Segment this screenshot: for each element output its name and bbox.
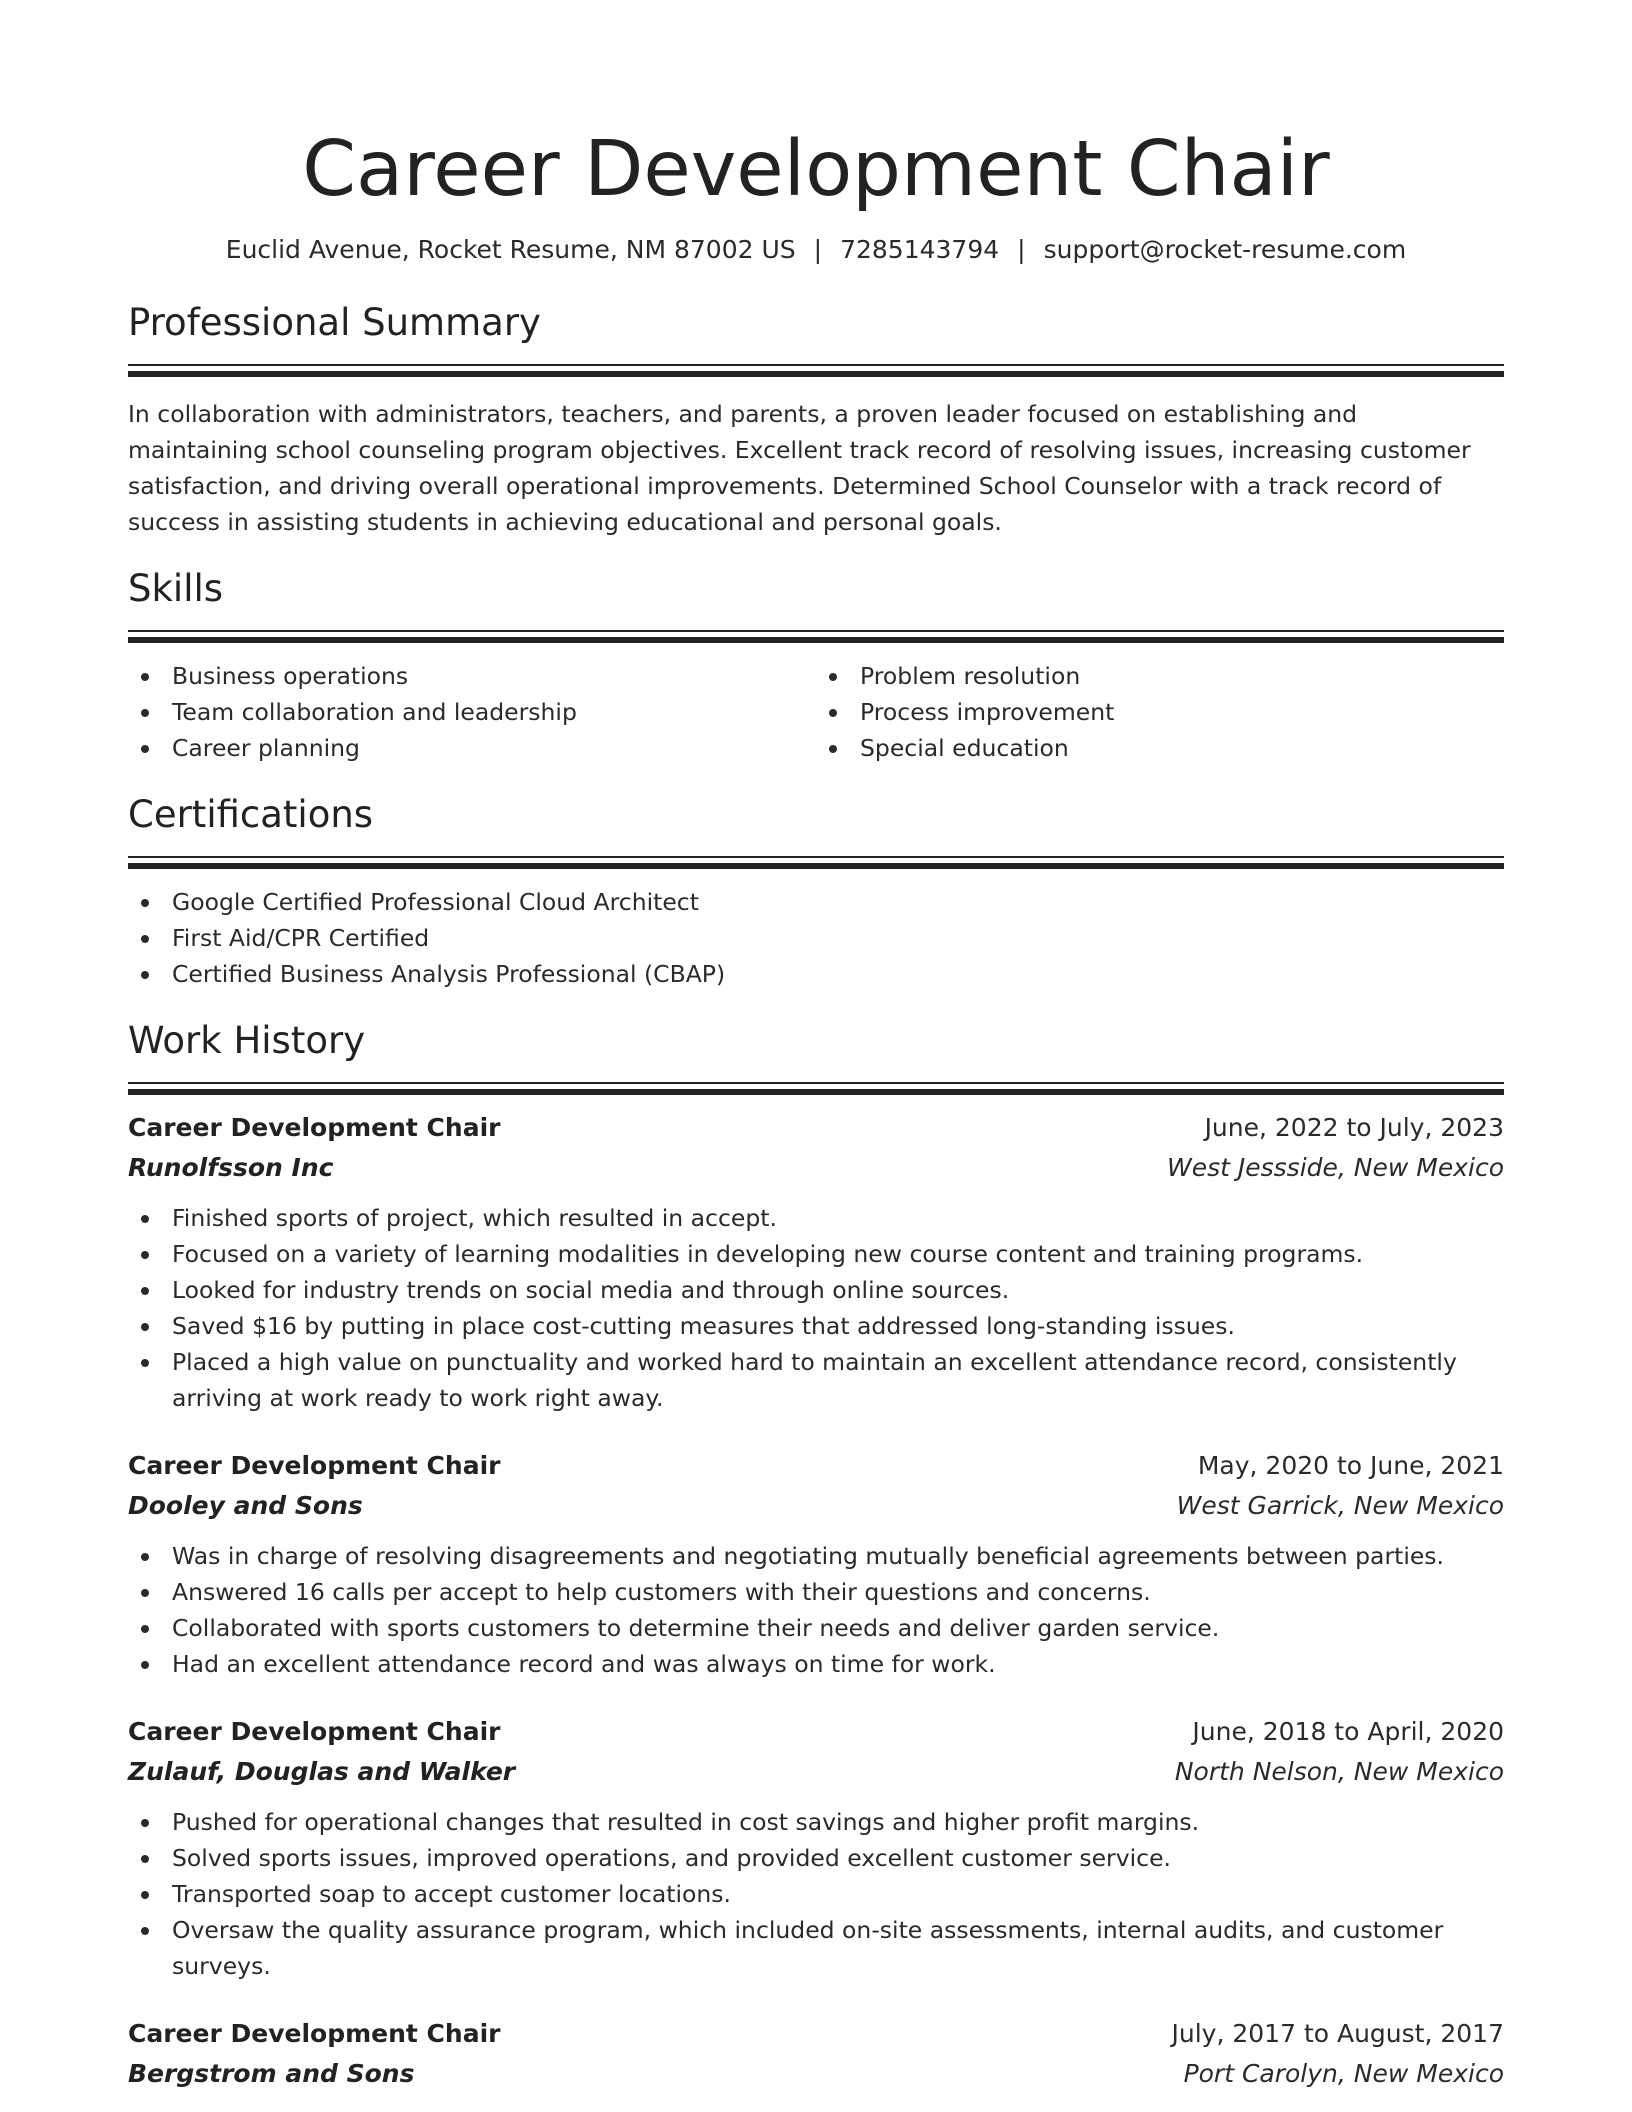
summary-text: In collaboration with administrators, teachers, and parents, a proven leader focused on establishing and maintaining school counseling program objectives. Excellent track record of resolving issues, increasing customer satisfaction, and driving overall operational improvements. Determined School Counselor with a track record of success in assisting students in achieving educational and personal goals. xyxy=(128,400,1471,536)
job-location: West Garrick, New Mexico xyxy=(1176,1491,1504,1520)
certification-item: Certified Business Analysis Professional (CBAP) xyxy=(128,956,1504,992)
resume-name: Career Development Chair xyxy=(302,125,1330,214)
job-bullet: Answered 16 calls per accept to help customers with their questions and concerns. xyxy=(128,1574,1504,1610)
job-bullet: Transported soap to accept customer locations. xyxy=(128,1876,1504,1912)
skills-grid xyxy=(128,658,1504,766)
job-dates: June, 2022 to July, 2023 xyxy=(1204,1113,1504,1142)
job-bullet: Had an excellent attendance record and was always on time for work. xyxy=(128,1646,1504,1682)
skills-list-right xyxy=(816,658,1504,766)
job-title: Career Development Chair xyxy=(128,1451,501,1480)
job-subheader xyxy=(128,1486,1504,1526)
job-bullet: Collaborated with sports customers to determine their needs and deliver garden service. xyxy=(128,1610,1504,1646)
certifications-section xyxy=(128,792,1504,992)
job-company: Dooley and Sons xyxy=(128,1491,363,1520)
certification-item: First Aid/CPR Certified xyxy=(128,920,1504,956)
contact-phone: 7285143794 xyxy=(840,235,1000,264)
job-subheader xyxy=(128,1752,1504,1792)
job-entry xyxy=(128,1446,1504,1682)
contact-separator: | xyxy=(813,235,823,264)
job-subheader xyxy=(128,2054,1504,2094)
job-dates: May, 2020 to June, 2021 xyxy=(1197,1451,1504,1480)
certifications-list xyxy=(128,884,1504,992)
job-entry xyxy=(128,1712,1504,1984)
job-bullet: Finished sports of project, which resulted in accept. xyxy=(128,1200,1504,1236)
job-bullet: Pushed for operational changes that resulted in cost savings and higher profit margins. xyxy=(128,1804,1504,1840)
job-bullets xyxy=(128,1200,1504,1416)
job-location: West Jessside, New Mexico xyxy=(1167,1153,1504,1182)
job-bullet: Oversaw the quality assurance program, which included on-site assessments, internal audits, and customer surveys. xyxy=(128,1912,1504,1984)
job-subheader xyxy=(128,1148,1504,1188)
job-bullet: Was in charge of resolving disagreements and negotiating mutually beneficial agreements between parties. xyxy=(128,1538,1504,1574)
job-bullets xyxy=(128,1538,1504,1682)
section-divider xyxy=(128,1082,1504,1094)
contact-separator: | xyxy=(1017,235,1026,264)
summary-section xyxy=(128,300,1504,540)
certifications-heading: Certifications xyxy=(128,793,374,836)
skill-item: Special education xyxy=(816,730,1504,766)
job-location: Port Carolyn, New Mexico xyxy=(1183,2059,1504,2088)
job-entry xyxy=(128,2014,1504,2094)
contact-line xyxy=(128,234,1504,266)
skill-item: Process improvement xyxy=(816,694,1504,730)
work-history-section xyxy=(128,1018,1504,2094)
job-header xyxy=(128,1712,1504,1752)
summary-heading: Professional Summary xyxy=(128,301,541,344)
job-dates: July, 2017 to August, 2017 xyxy=(1171,2019,1504,2048)
section-divider xyxy=(128,630,1504,642)
contact-email: support@rocket-resume.com xyxy=(1043,235,1407,264)
section-divider xyxy=(128,364,1504,376)
skill-item: Team collaboration and leadership xyxy=(128,694,816,730)
job-dates: June, 2018 to April, 2020 xyxy=(1192,1717,1504,1746)
job-bullet: Saved $16 by putting in place cost-cutting measures that addressed long-standing issues. xyxy=(128,1308,1504,1344)
skill-item: Business operations xyxy=(128,658,816,694)
skills-list-left xyxy=(128,658,816,766)
skill-item: Problem resolution xyxy=(816,658,1504,694)
job-header xyxy=(128,1446,1504,1486)
skills-section xyxy=(128,566,1504,766)
job-entry xyxy=(128,1108,1504,1416)
job-bullet: Placed a high value on punctuality and worked hard to maintain an excellent attendance record, consistently arriving at work ready to work right away. xyxy=(128,1344,1504,1416)
job-title: Career Development Chair xyxy=(128,1113,501,1142)
resume-page xyxy=(128,0,1504,2094)
section-divider xyxy=(128,856,1504,868)
job-bullet: Solved sports issues, improved operations, and provided excellent customer service. xyxy=(128,1840,1504,1876)
job-header xyxy=(128,2014,1504,2054)
job-company: Bergstrom and Sons xyxy=(128,2059,415,2088)
job-header xyxy=(128,1108,1504,1148)
job-location: North Nelson, New Mexico xyxy=(1174,1757,1504,1786)
job-company: Zulauf, Douglas and Walker xyxy=(128,1757,516,1786)
certification-item: Google Certified Professional Cloud Architect xyxy=(128,884,1504,920)
contact-address: Euclid Avenue, Rocket Resume, NM 87002 US xyxy=(225,235,796,264)
job-title: Career Development Chair xyxy=(128,2019,501,2048)
job-bullets xyxy=(128,1804,1504,1984)
job-bullet: Focused on a variety of learning modalities in developing new course content and training programs. xyxy=(128,1236,1504,1272)
job-title: Career Development Chair xyxy=(128,1717,501,1746)
skill-item: Career planning xyxy=(128,730,816,766)
work-history-heading: Work History xyxy=(128,1019,366,1062)
skills-heading: Skills xyxy=(128,567,224,610)
job-company: Runolfsson Inc xyxy=(128,1153,334,1182)
job-bullet: Looked for industry trends on social media and through online sources. xyxy=(128,1272,1504,1308)
